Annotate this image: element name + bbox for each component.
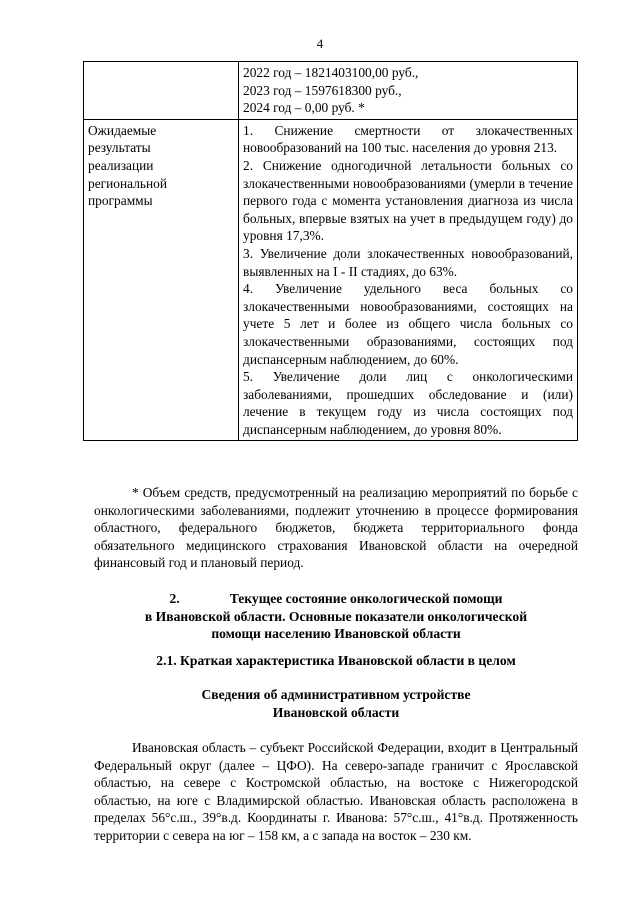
table-cell-financing [239,62,578,120]
section-title-line: Текущее состояние онкологической помощи [229,591,503,606]
table-row-financing [84,62,578,120]
financing-line: 2023 год – 1597618300 руб., [243,82,402,98]
footnote: * Объем средств, предусмотренный на реализацию мероприятий по борьбе с онкологическими заболеваниями, подлежит уточнению в процессе формирования областного, федерального бюджетов, бюджета территориального фонда обязательного медицинского страхования Ивановской области на очередной финансовый год и плановый период. [94,485,578,571]
section-title-line: помощи населению Ивановской области [211,626,461,642]
info-heading-line: Сведения об административном устройстве [201,687,471,702]
financing-line: 2022 год – 1821403100,00 руб., [243,65,419,80]
expected-results-label: Ожидаемые результаты реализации региональной программы [84,119,239,441]
program-table [83,61,578,441]
table-row-results [84,119,578,441]
subsection-heading: 2.1. Краткая характеристика Ивановской области в целом [156,653,516,668]
section-title-line: в Ивановской области. Основные показатели онкологической [144,608,528,624]
page-number: 4 [316,36,324,51]
financing-line: 2024 год – 0,00 руб. * [243,100,365,116]
result-item: 1. Снижение смертности от злокачественных новообразований на 100 тыс. населения до уровня 213. [243,122,573,156]
section-number: 2. [169,591,180,606]
result-item: 5. Увеличение доли лиц с онкологическими заболеваниями, прошедших обследование и (или) лечение в текущем году из числа состоящих под диспансерным наблюдением, до уровня 80%. [243,369,573,437]
table-cell-empty [84,62,239,120]
info-heading-line: Ивановской области [272,704,400,720]
info-heading [94,686,578,721]
result-item: 4. Увеличение удельного веса больных со злокачественными новообразованиями, состоящих на учете 5 лет и более из общего числа больных со злокачественными образованиями, состоящих под диспансерным наблюдением, до 60%. [243,281,573,367]
table-cell-results [239,119,578,441]
section-heading [94,590,578,643]
result-item: 3. Увеличение доли злокачественных новообразований, выявленных на I - II стадиях, до 63%. [243,245,573,279]
result-item: 2. Снижение одногодичной летальности больных со злокачественными новообразованиями (умерли в течение первого года с момента установления диагноза из числа больных, впервые взятых на учет в предыдущем году) до уровня 17,3%. [243,157,573,244]
body-paragraph: Ивановская область – субъект Российской Федерации, входит в Центральный Федеральный округ (далее – ЦФО). На северо-западе граничит с Ярославской областью, на севере с Костромской областью, на востоке с Нижегородской областью, на юге с Владимирской областью. Ивановская область расположена в пределах 56°с.ш., 39°в.д. Координаты г. Иванова: 57°с.ш., 41°в.д. Протяженность территории с севера на юг – 158 км, а с запада на восток – 230 км. [94,740,578,843]
